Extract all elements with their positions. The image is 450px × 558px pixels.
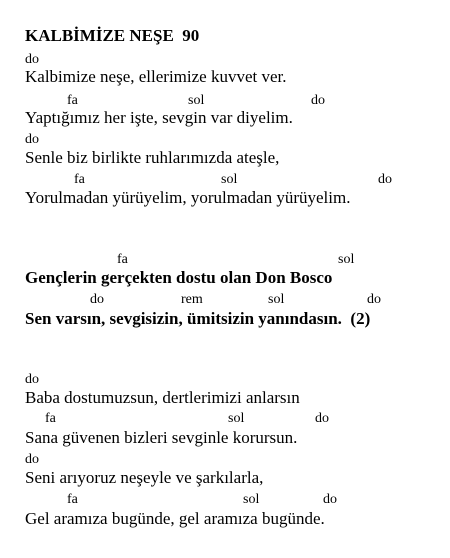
lyric-line: Yaptığımız her işte, sevgin var diyelim. (25, 108, 293, 127)
chord: do (378, 172, 392, 187)
chord: do (311, 93, 325, 108)
lyric-line: Yorulmadan yürüyelim, yorulmadan yürüyelim. (25, 188, 351, 207)
chord: do (25, 452, 39, 467)
chord: sol (243, 492, 260, 507)
lyric-line: Sana güvenen bizleri sevginle korursun. (25, 428, 298, 447)
chord: do (367, 292, 381, 307)
lyric-line: Kalbimize neşe, ellerimize kuvvet ver. (25, 67, 287, 86)
lyric-line: Baba dostumuzsun, dertlerimizi anlarsın (25, 388, 300, 407)
chord: fa (45, 411, 56, 426)
chord: sol (221, 172, 238, 187)
lyric-line: Gel aramıza bugünde, gel aramıza bugünde. (25, 509, 325, 528)
chord: fa (117, 252, 128, 267)
chord: do (25, 372, 39, 387)
chord: sol (228, 411, 245, 426)
chord: do (315, 411, 329, 426)
chorus-line: Sen varsın, sevgisizin, ümitsizin yanındasın. (2) (25, 309, 371, 328)
lyric-line: Senle biz birlikte ruhlarımızda ateşle, (25, 148, 280, 167)
chord: sol (268, 292, 285, 307)
chord: do (25, 132, 39, 147)
chorus-line: Gençlerin gerçekten dostu olan Don Bosco (25, 268, 333, 287)
chord: do (25, 52, 39, 67)
chord: rem (181, 292, 203, 307)
chord: do (90, 292, 104, 307)
chord: do (323, 492, 337, 507)
chord: fa (74, 172, 85, 187)
chord: fa (67, 93, 78, 108)
song-title: KALBİMİZE NEŞE 90 (25, 26, 200, 45)
chord: sol (338, 252, 355, 267)
lyric-line: Seni arıyoruz neşeyle ve şarkılarla, (25, 468, 264, 487)
chord: sol (188, 93, 205, 108)
chord: fa (67, 492, 78, 507)
